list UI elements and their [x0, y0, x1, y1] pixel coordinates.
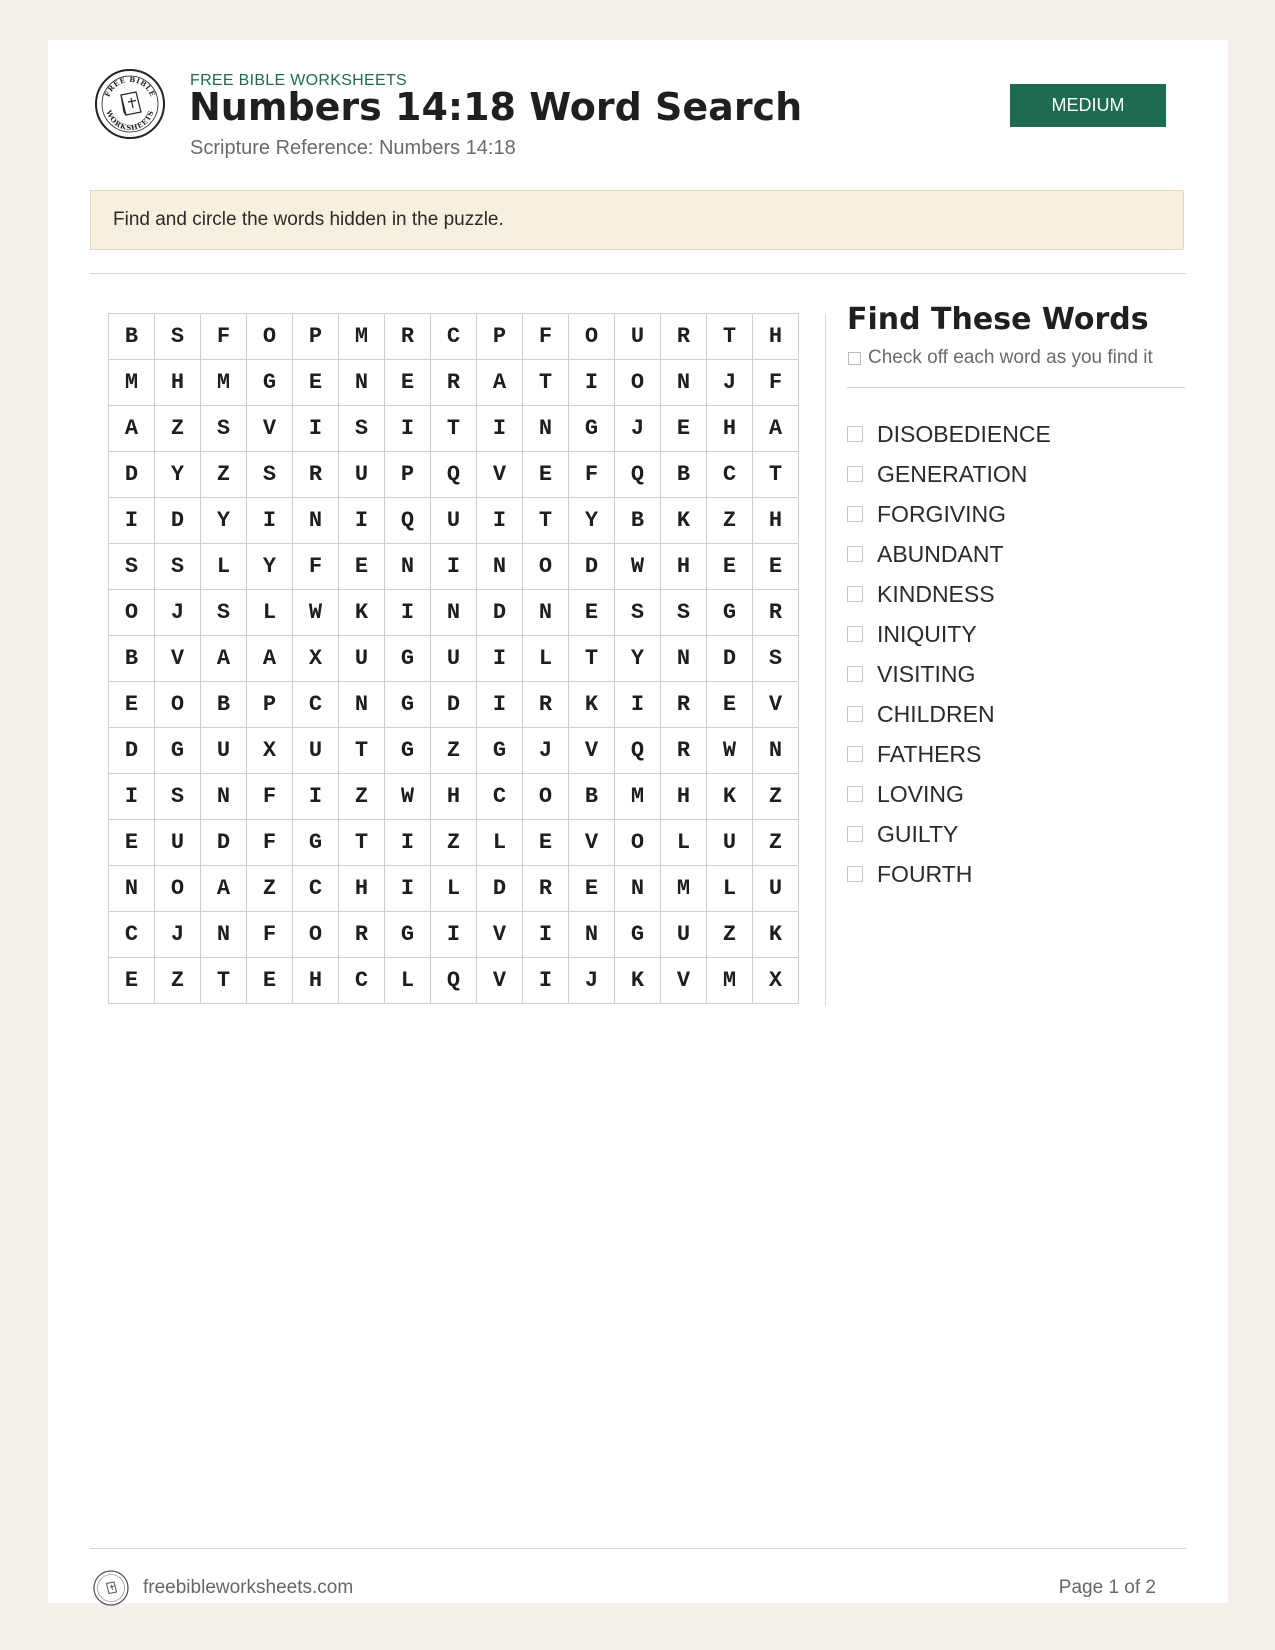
word-checkbox[interactable]: [847, 546, 863, 562]
grid-cell[interactable]: Z: [431, 728, 477, 774]
grid-cell[interactable]: I: [477, 682, 523, 728]
grid-cell[interactable]: B: [569, 774, 615, 820]
grid-cell[interactable]: A: [201, 866, 247, 912]
grid-cell[interactable]: E: [385, 360, 431, 406]
grid-cell[interactable]: E: [523, 452, 569, 498]
grid-cell[interactable]: G: [385, 728, 431, 774]
grid-cell[interactable]: I: [247, 498, 293, 544]
grid-row: [109, 820, 799, 866]
grid-cell[interactable]: D: [155, 498, 201, 544]
grid-cell[interactable]: E: [109, 958, 155, 1004]
page-title: Numbers 14:18 Word Search: [189, 85, 803, 129]
word-list-divider: [847, 387, 1185, 388]
grid-cell[interactable]: L: [247, 590, 293, 636]
grid-cell[interactable]: N: [523, 590, 569, 636]
word-checkbox[interactable]: [847, 586, 863, 602]
grid-cell[interactable]: K: [661, 498, 707, 544]
grid-cell[interactable]: T: [569, 636, 615, 682]
grid-cell[interactable]: U: [753, 866, 799, 912]
grid-cell[interactable]: V: [661, 958, 707, 1004]
page-number: Page 1 of 2: [1058, 1577, 1156, 1598]
grid-cell[interactable]: K: [753, 912, 799, 958]
word-label: FORGIVING: [877, 500, 1007, 527]
word-label: GUILTY: [877, 820, 959, 847]
grid-cell[interactable]: L: [523, 636, 569, 682]
grid-cell[interactable]: H: [661, 544, 707, 590]
grid-cell[interactable]: G: [477, 728, 523, 774]
grid-cell[interactable]: C: [293, 866, 339, 912]
grid-cell[interactable]: R: [753, 590, 799, 636]
grid-cell[interactable]: E: [109, 820, 155, 866]
grid-cell[interactable]: H: [753, 498, 799, 544]
grid-cell[interactable]: U: [431, 498, 477, 544]
grid-cell[interactable]: I: [339, 498, 385, 544]
grid-cell[interactable]: O: [155, 866, 201, 912]
grid-cell[interactable]: E: [753, 544, 799, 590]
grid-cell[interactable]: O: [615, 820, 661, 866]
grid-cell[interactable]: D: [109, 452, 155, 498]
grid-cell[interactable]: S: [155, 314, 201, 360]
grid-cell[interactable]: C: [339, 958, 385, 1004]
grid-cell[interactable]: J: [155, 912, 201, 958]
grid-cell[interactable]: X: [293, 636, 339, 682]
grid-row: [109, 866, 799, 912]
grid-row: [109, 958, 799, 1004]
grid-cell[interactable]: N: [339, 682, 385, 728]
grid-cell[interactable]: N: [569, 912, 615, 958]
grid-cell[interactable]: R: [293, 452, 339, 498]
grid-cell[interactable]: D: [477, 866, 523, 912]
grid-cell[interactable]: S: [247, 452, 293, 498]
grid-cell[interactable]: U: [201, 728, 247, 774]
word-list-title: Find These Words: [847, 302, 1149, 337]
grid-cell[interactable]: Z: [707, 498, 753, 544]
grid-cell[interactable]: D: [201, 820, 247, 866]
grid-cell[interactable]: G: [385, 912, 431, 958]
grid-cell[interactable]: Z: [339, 774, 385, 820]
footer-divider: [90, 1548, 1186, 1549]
word-list-item: [847, 494, 1051, 534]
grid-cell[interactable]: G: [707, 590, 753, 636]
word-list-item: [847, 574, 1051, 614]
grid-cell[interactable]: I: [109, 498, 155, 544]
grid-cell[interactable]: U: [661, 912, 707, 958]
grid-cell[interactable]: Z: [431, 820, 477, 866]
word-label: INIQUITY: [877, 620, 977, 647]
grid-cell[interactable]: O: [247, 314, 293, 360]
grid-cell[interactable]: S: [201, 590, 247, 636]
word-list-item: [847, 614, 1051, 654]
grid-cell[interactable]: V: [247, 406, 293, 452]
grid-cell[interactable]: A: [753, 406, 799, 452]
grid-cell[interactable]: C: [293, 682, 339, 728]
grid-cell[interactable]: B: [661, 452, 707, 498]
grid-cell[interactable]: I: [385, 866, 431, 912]
grid-cell[interactable]: R: [523, 866, 569, 912]
grid-cell[interactable]: W: [707, 728, 753, 774]
grid-cell[interactable]: M: [661, 866, 707, 912]
grid-cell[interactable]: G: [155, 728, 201, 774]
grid-cell[interactable]: Q: [431, 958, 477, 1004]
grid-cell[interactable]: M: [707, 958, 753, 1004]
grid-cell[interactable]: I: [569, 360, 615, 406]
grid-cell[interactable]: N: [201, 912, 247, 958]
grid-cell[interactable]: Q: [385, 498, 431, 544]
grid-row: [109, 774, 799, 820]
grid-cell[interactable]: T: [431, 406, 477, 452]
grid-cell[interactable]: C: [431, 314, 477, 360]
grid-cell[interactable]: L: [661, 820, 707, 866]
grid-row: [109, 636, 799, 682]
grid-row: [109, 682, 799, 728]
grid-cell[interactable]: H: [707, 406, 753, 452]
word-list-item: [847, 854, 1051, 894]
grid-cell[interactable]: L: [477, 820, 523, 866]
grid-cell[interactable]: I: [293, 406, 339, 452]
grid-cell[interactable]: U: [339, 452, 385, 498]
worksheet-page: [48, 40, 1228, 1603]
grid-cell[interactable]: A: [477, 360, 523, 406]
grid-cell[interactable]: W: [615, 544, 661, 590]
grid-cell[interactable]: U: [615, 314, 661, 360]
word-label: ABUNDANT: [877, 540, 1004, 567]
grid-cell[interactable]: T: [523, 498, 569, 544]
grid-cell[interactable]: O: [293, 912, 339, 958]
grid-cell[interactable]: D: [431, 682, 477, 728]
grid-cell[interactable]: F: [523, 314, 569, 360]
grid-cell[interactable]: D: [477, 590, 523, 636]
column-divider: [825, 313, 826, 1006]
word-label: VISITING: [877, 660, 976, 687]
grid-cell[interactable]: E: [339, 544, 385, 590]
grid-cell[interactable]: H: [661, 774, 707, 820]
grid-cell[interactable]: U: [293, 728, 339, 774]
word-list-item: [847, 774, 1051, 814]
header-divider: [90, 273, 1186, 274]
grid-cell[interactable]: X: [753, 958, 799, 1004]
grid-cell[interactable]: I: [523, 912, 569, 958]
grid-cell[interactable]: R: [661, 314, 707, 360]
grid-cell[interactable]: P: [385, 452, 431, 498]
grid-cell[interactable]: K: [707, 774, 753, 820]
word-checkbox[interactable]: [847, 426, 863, 442]
grid-cell[interactable]: N: [339, 360, 385, 406]
grid-cell[interactable]: N: [201, 774, 247, 820]
grid-cell[interactable]: N: [109, 866, 155, 912]
grid-cell[interactable]: K: [569, 682, 615, 728]
grid-cell[interactable]: T: [753, 452, 799, 498]
grid-cell[interactable]: N: [293, 498, 339, 544]
grid-cell[interactable]: R: [661, 728, 707, 774]
grid-cell[interactable]: D: [109, 728, 155, 774]
grid-cell[interactable]: V: [569, 728, 615, 774]
word-checkbox[interactable]: [847, 866, 863, 882]
svg-text:FREE BIBLE: FREE BIBLE: [102, 74, 158, 99]
grid-cell[interactable]: F: [569, 452, 615, 498]
instructions-text: Find and circle the words hidden in the puzzle.: [113, 209, 504, 230]
word-label: GENERATION: [877, 460, 1028, 487]
grid-cell[interactable]: I: [477, 498, 523, 544]
grid-cell[interactable]: E: [523, 820, 569, 866]
grid-cell[interactable]: Z: [201, 452, 247, 498]
word-list-item: [847, 414, 1051, 454]
grid-row: [109, 590, 799, 636]
grid-cell[interactable]: K: [339, 590, 385, 636]
grid-cell[interactable]: S: [155, 544, 201, 590]
grid-cell[interactable]: R: [661, 682, 707, 728]
grid-cell[interactable]: L: [385, 958, 431, 1004]
word-list-hint-text: Check off each word as you find it: [868, 347, 1153, 368]
grid-cell[interactable]: T: [523, 360, 569, 406]
grid-cell[interactable]: A: [109, 406, 155, 452]
grid-cell[interactable]: Y: [615, 636, 661, 682]
word-checkbox[interactable]: [847, 626, 863, 642]
word-list-item: [847, 534, 1051, 574]
grid-cell[interactable]: N: [753, 728, 799, 774]
grid-cell[interactable]: U: [155, 820, 201, 866]
grid-cell[interactable]: Z: [155, 958, 201, 1004]
grid-cell[interactable]: S: [615, 590, 661, 636]
brand-label: FREE BIBLE WORKSHEETS: [190, 72, 408, 89]
grid-cell[interactable]: E: [569, 590, 615, 636]
grid-cell[interactable]: E: [293, 360, 339, 406]
grid-cell[interactable]: J: [707, 360, 753, 406]
grid-cell[interactable]: E: [707, 682, 753, 728]
grid-cell[interactable]: R: [385, 314, 431, 360]
grid-cell[interactable]: O: [109, 590, 155, 636]
grid-cell[interactable]: Y: [569, 498, 615, 544]
word-checkbox[interactable]: [847, 826, 863, 842]
grid-cell[interactable]: H: [293, 958, 339, 1004]
grid-cell[interactable]: I: [431, 544, 477, 590]
grid-cell[interactable]: F: [293, 544, 339, 590]
word-label: CHILDREN: [877, 700, 995, 727]
grid-cell[interactable]: H: [155, 360, 201, 406]
grid-cell[interactable]: E: [109, 682, 155, 728]
grid-cell[interactable]: F: [753, 360, 799, 406]
word-list: [847, 414, 1051, 894]
grid-cell[interactable]: I: [523, 958, 569, 1004]
word-list-item: [847, 454, 1051, 494]
grid-cell[interactable]: X: [247, 728, 293, 774]
footer-logo-icon: [93, 1570, 129, 1606]
grid-cell[interactable]: B: [109, 636, 155, 682]
grid-cell[interactable]: G: [247, 360, 293, 406]
grid-cell[interactable]: V: [477, 912, 523, 958]
logo-seal-icon: [94, 68, 166, 140]
instructions-box: [90, 190, 1184, 250]
grid-cell[interactable]: R: [431, 360, 477, 406]
svg-text:WORKSHEETS: WORKSHEETS: [104, 108, 156, 133]
grid-cell[interactable]: E: [247, 958, 293, 1004]
grid-cell[interactable]: I: [477, 636, 523, 682]
grid-cell[interactable]: C: [707, 452, 753, 498]
grid-cell[interactable]: B: [201, 682, 247, 728]
grid-cell[interactable]: I: [385, 590, 431, 636]
grid-cell[interactable]: G: [569, 406, 615, 452]
grid-cell[interactable]: N: [523, 406, 569, 452]
grid-cell[interactable]: T: [201, 958, 247, 1004]
word-label: KINDNESS: [877, 580, 995, 607]
grid-cell[interactable]: A: [201, 636, 247, 682]
grid-cell[interactable]: T: [339, 728, 385, 774]
word-checkbox[interactable]: [847, 506, 863, 522]
grid-cell[interactable]: I: [293, 774, 339, 820]
grid-cell[interactable]: P: [247, 682, 293, 728]
grid-cell[interactable]: N: [661, 636, 707, 682]
word-checkbox[interactable]: [847, 746, 863, 762]
grid-cell[interactable]: D: [707, 636, 753, 682]
grid-cell[interactable]: N: [431, 590, 477, 636]
grid-cell[interactable]: Z: [247, 866, 293, 912]
grid-cell[interactable]: P: [477, 314, 523, 360]
grid-row: [109, 544, 799, 590]
grid-row: [109, 314, 799, 360]
grid-cell[interactable]: Z: [155, 406, 201, 452]
grid-cell[interactable]: V: [569, 820, 615, 866]
grid-row: [109, 498, 799, 544]
word-checkbox[interactable]: [847, 466, 863, 482]
scripture-reference: Scripture Reference: Numbers 14:18: [190, 137, 516, 159]
word-label: FATHERS: [877, 740, 982, 767]
grid-cell[interactable]: S: [109, 544, 155, 590]
grid-cell[interactable]: R: [523, 682, 569, 728]
grid-cell[interactable]: C: [477, 774, 523, 820]
grid-cell[interactable]: F: [247, 912, 293, 958]
word-label: FOURTH: [877, 860, 973, 887]
grid-cell[interactable]: M: [339, 314, 385, 360]
grid-cell[interactable]: M: [201, 360, 247, 406]
grid-cell[interactable]: F: [247, 774, 293, 820]
grid-cell[interactable]: W: [293, 590, 339, 636]
grid-cell[interactable]: N: [615, 866, 661, 912]
grid-cell[interactable]: H: [753, 314, 799, 360]
grid-cell[interactable]: F: [247, 820, 293, 866]
grid-cell[interactable]: N: [661, 360, 707, 406]
grid-cell[interactable]: G: [385, 682, 431, 728]
grid-cell[interactable]: U: [431, 636, 477, 682]
grid-cell[interactable]: S: [661, 590, 707, 636]
word-list-item: [847, 694, 1051, 734]
grid-cell[interactable]: C: [109, 912, 155, 958]
grid-cell[interactable]: Z: [753, 774, 799, 820]
grid-cell[interactable]: M: [109, 360, 155, 406]
grid-cell[interactable]: V: [155, 636, 201, 682]
grid-cell[interactable]: J: [523, 728, 569, 774]
checkbox-icon: [848, 352, 861, 365]
grid-cell[interactable]: V: [477, 958, 523, 1004]
grid-cell[interactable]: Q: [615, 452, 661, 498]
grid-cell[interactable]: Y: [201, 498, 247, 544]
grid-cell[interactable]: G: [293, 820, 339, 866]
grid-cell[interactable]: O: [569, 314, 615, 360]
word-list-item: [847, 814, 1051, 854]
grid-cell[interactable]: J: [569, 958, 615, 1004]
grid-cell[interactable]: T: [707, 314, 753, 360]
grid-cell[interactable]: E: [569, 866, 615, 912]
grid-cell[interactable]: K: [615, 958, 661, 1004]
grid-cell[interactable]: V: [477, 452, 523, 498]
grid-cell[interactable]: S: [201, 406, 247, 452]
grid-cell[interactable]: U: [339, 636, 385, 682]
grid-cell[interactable]: M: [615, 774, 661, 820]
grid-cell[interactable]: N: [385, 544, 431, 590]
grid-cell[interactable]: I: [477, 406, 523, 452]
grid-cell[interactable]: Q: [431, 452, 477, 498]
grid-cell[interactable]: G: [615, 912, 661, 958]
footer-site-name: freebibleworksheets.com: [143, 1577, 354, 1598]
grid-cell[interactable]: O: [523, 774, 569, 820]
grid-cell[interactable]: H: [431, 774, 477, 820]
grid-cell[interactable]: N: [477, 544, 523, 590]
grid-cell[interactable]: Z: [753, 820, 799, 866]
grid-cell[interactable]: S: [155, 774, 201, 820]
grid-cell[interactable]: E: [707, 544, 753, 590]
grid-cell[interactable]: Z: [707, 912, 753, 958]
grid-cell[interactable]: P: [293, 314, 339, 360]
grid-cell[interactable]: B: [615, 498, 661, 544]
grid-cell[interactable]: T: [339, 820, 385, 866]
grid-cell[interactable]: V: [753, 682, 799, 728]
word-search-grid: [108, 313, 799, 1004]
difficulty-badge: MEDIUM: [1010, 84, 1166, 127]
grid-cell[interactable]: I: [385, 820, 431, 866]
grid-cell[interactable]: I: [431, 912, 477, 958]
grid-cell[interactable]: R: [339, 912, 385, 958]
word-list-hint: [848, 347, 1153, 369]
grid-cell[interactable]: D: [569, 544, 615, 590]
grid-row: [109, 452, 799, 498]
word-label: LOVING: [877, 780, 964, 807]
grid-row: [109, 360, 799, 406]
grid-cell[interactable]: E: [661, 406, 707, 452]
grid-cell[interactable]: I: [385, 406, 431, 452]
grid-cell[interactable]: I: [109, 774, 155, 820]
grid-cell[interactable]: I: [615, 682, 661, 728]
grid-cell[interactable]: Y: [155, 452, 201, 498]
grid-cell[interactable]: U: [707, 820, 753, 866]
grid-cell[interactable]: O: [523, 544, 569, 590]
word-checkbox[interactable]: [847, 666, 863, 682]
word-checkbox[interactable]: [847, 786, 863, 802]
grid-cell[interactable]: W: [385, 774, 431, 820]
grid-cell[interactable]: G: [385, 636, 431, 682]
word-list-item: [847, 734, 1051, 774]
grid-cell[interactable]: L: [431, 866, 477, 912]
word-checkbox[interactable]: [847, 706, 863, 722]
grid-cell[interactable]: J: [155, 590, 201, 636]
grid-row: [109, 912, 799, 958]
grid-cell[interactable]: L: [707, 866, 753, 912]
grid-cell[interactable]: O: [615, 360, 661, 406]
grid-row: [109, 728, 799, 774]
grid-cell[interactable]: B: [109, 314, 155, 360]
word-list-item: [847, 654, 1051, 694]
grid-cell[interactable]: F: [201, 314, 247, 360]
grid-cell[interactable]: L: [201, 544, 247, 590]
grid-cell[interactable]: A: [247, 636, 293, 682]
word-label: DISOBEDIENCE: [877, 420, 1051, 447]
grid-cell[interactable]: S: [339, 406, 385, 452]
grid-cell[interactable]: J: [615, 406, 661, 452]
grid-cell[interactable]: O: [155, 682, 201, 728]
grid-cell[interactable]: S: [753, 636, 799, 682]
grid-cell[interactable]: Y: [247, 544, 293, 590]
grid-cell[interactable]: H: [339, 866, 385, 912]
grid-cell[interactable]: Q: [615, 728, 661, 774]
grid-row: [109, 406, 799, 452]
